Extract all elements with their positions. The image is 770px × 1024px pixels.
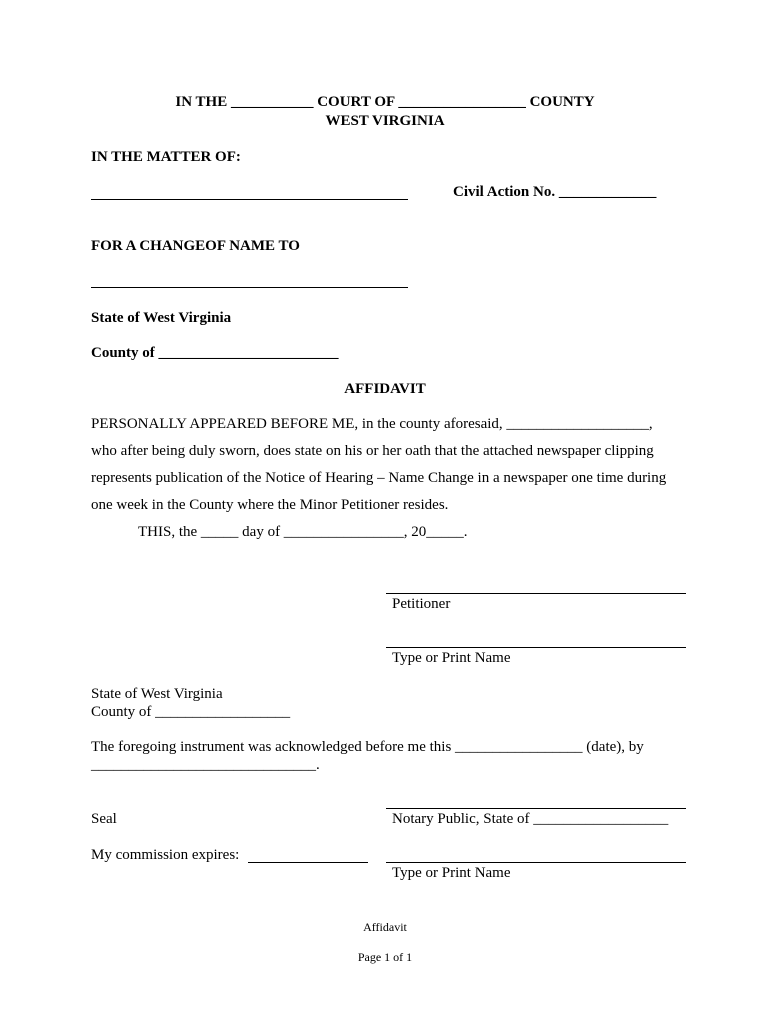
- petitioner-signature-line: [386, 593, 686, 594]
- acknowledgment-line-1: The foregoing instrument was acknowledged before me this _________________ (date), by: [91, 739, 644, 755]
- matter-label: IN THE MATTER OF:: [91, 149, 241, 165]
- notary-public-label: Notary Public, State of __________________: [392, 811, 669, 827]
- new-name-line: [91, 287, 408, 288]
- notary-signature-line: [386, 808, 686, 809]
- commission-expires-line: [248, 862, 368, 863]
- civil-action-label: Civil Action No. _____________: [453, 184, 657, 200]
- petitioner-label: Petitioner: [392, 596, 451, 612]
- matter-name-line: [91, 199, 408, 200]
- court-heading: IN THE ___________ COURT OF _________________ COUNTY: [175, 94, 595, 110]
- petitioner-print-line: [386, 647, 686, 648]
- acknowledgment-line-2: ______________________________.: [91, 757, 320, 773]
- change-name-label: FOR A CHANGEOF NAME TO: [91, 238, 300, 254]
- commission-expires-label: My commission expires:: [91, 847, 240, 863]
- notary-county: County of __________________: [91, 704, 291, 720]
- venue-state: State of West Virginia: [91, 310, 232, 326]
- seal-label: Seal: [91, 811, 117, 827]
- type-print-label-1: Type or Print Name: [392, 650, 511, 666]
- notary-print-line: [386, 862, 686, 863]
- venue-county: County of ________________________: [91, 345, 339, 361]
- affidavit-date-line: THIS, the _____ day of ________________, 20_____.: [138, 524, 468, 540]
- affidavit-line-1: PERSONALLY APPEARED BEFORE ME, in the county aforesaid, ___________________,: [91, 416, 653, 432]
- affidavit-line-4: one week in the County where the Minor Petitioner resides.: [91, 497, 449, 513]
- footer-page-number: Page 1 of 1: [357, 950, 413, 964]
- affidavit-line-2: who after being duly sworn, does state on his or her oath that the attached newspaper clipping: [91, 443, 654, 459]
- state-heading: WEST VIRGINIA: [325, 113, 445, 129]
- affidavit-line-3: represents publication of the Notice of Hearing – Name Change in a newspaper one time during: [91, 470, 667, 486]
- affidavit-title: AFFIDAVIT: [344, 381, 426, 397]
- type-print-label-2: Type or Print Name: [392, 865, 511, 881]
- notary-state: State of West Virginia: [91, 686, 223, 702]
- footer-document-name: Affidavit: [363, 920, 407, 934]
